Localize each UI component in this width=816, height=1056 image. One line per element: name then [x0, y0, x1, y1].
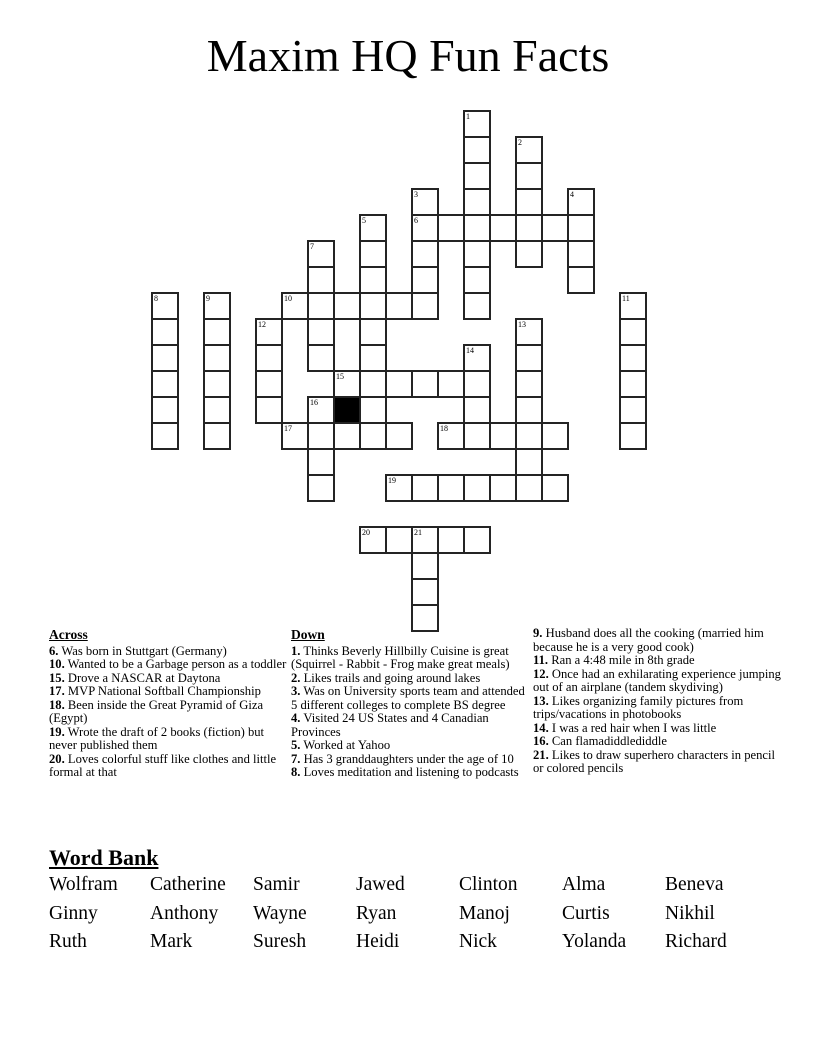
word-bank-name: Ginny: [49, 902, 98, 924]
word-bank-name: Alma: [562, 874, 606, 895]
crossword-cell[interactable]: [333, 292, 361, 320]
crossword-cell[interactable]: [359, 344, 387, 372]
clue-number: 17.: [49, 684, 65, 698]
crossword-cell[interactable]: [437, 474, 465, 502]
word-bank-header: Word Bank: [49, 845, 159, 870]
down-clue-list-continued: [533, 627, 783, 776]
crossword-cell[interactable]: [203, 370, 231, 398]
crossword-cell[interactable]: [255, 396, 283, 424]
cell-number: 11: [622, 294, 630, 303]
crossword-cell[interactable]: [203, 344, 231, 372]
crossword-cell[interactable]: [463, 214, 491, 242]
crossword-cell[interactable]: [151, 422, 179, 450]
crossword-cell[interactable]: [411, 240, 439, 268]
clue-across-17: 17. MVP National Softball Championship: [49, 684, 261, 698]
crossword-cell[interactable]: [411, 526, 439, 554]
cell-number: 8: [154, 294, 158, 303]
crossword-cell[interactable]: [619, 422, 647, 450]
crossword-cell[interactable]: [255, 318, 283, 346]
crossword-cell[interactable]: [307, 240, 335, 268]
down-clues-section: [291, 628, 532, 780]
word-bank-name: Nikhil: [665, 902, 715, 924]
clue-number: 18.: [49, 697, 65, 712]
clue-number: 21.: [533, 747, 549, 762]
cell-number: 3: [414, 190, 418, 199]
crossword-cell[interactable]: [463, 370, 491, 398]
clue-number: 12.: [533, 666, 549, 681]
crossword-cell[interactable]: [541, 474, 569, 502]
cell-number: 21: [414, 528, 422, 537]
crossword-cell[interactable]: [567, 214, 595, 242]
crossword-cell[interactable]: [463, 240, 491, 268]
crossword-cell[interactable]: [385, 422, 413, 450]
cell-number: 6: [414, 216, 418, 225]
crossword-cell[interactable]: [307, 474, 335, 502]
cell-number: 4: [570, 190, 574, 199]
word-bank-name: Ruth: [49, 931, 87, 953]
clue-down-1: 1. Thinks Beverly Hillbilly Cuisine is great (Squirrel - Rabbit - Frog make great meals): [291, 643, 510, 671]
crossword-cell[interactable]: [151, 318, 179, 346]
crossword-cell[interactable]: [411, 266, 439, 294]
word-bank-name: Heidi: [356, 931, 400, 953]
cell-number: 17: [284, 424, 292, 433]
crossword-cell[interactable]: [567, 188, 595, 216]
clue-down-4: 4. Visited 24 US States and 4 Canadian Provinces: [291, 711, 489, 739]
crossword-cell[interactable]: [463, 344, 491, 372]
word-bank-name: Wayne: [253, 902, 307, 924]
word-bank-name: Clinton: [459, 874, 518, 895]
clue-number: 3.: [291, 684, 301, 698]
crossword-cell[interactable]: [203, 292, 231, 320]
crossword-cell[interactable]: [151, 396, 179, 424]
word-bank-name: Beneva: [665, 874, 724, 895]
crossword-cell[interactable]: [515, 474, 543, 502]
down-clues-continued-section: [533, 627, 783, 776]
clue-down-16: 16. Can flamadiddlediddle: [533, 734, 667, 748]
crossword-cell[interactable]: [463, 266, 491, 294]
cell-number: 18: [440, 424, 448, 433]
crossword-cell[interactable]: [359, 214, 387, 242]
crossword-cell[interactable]: [385, 474, 413, 502]
clue-down-8: 8. Loves meditation and listening to podcasts: [291, 765, 519, 779]
cell-number: 10: [284, 294, 292, 303]
crossword-cell[interactable]: [515, 422, 543, 450]
cell-number: 2: [518, 138, 522, 147]
clue-number: 14.: [533, 720, 549, 735]
crossword-cell[interactable]: [489, 214, 517, 242]
cell-number: 14: [466, 346, 474, 355]
across-clues-section: [49, 628, 292, 780]
cell-number: 13: [518, 320, 526, 329]
word-bank-name: Samir: [253, 874, 300, 895]
word-bank-list: [49, 871, 775, 957]
across-clue-list: [49, 645, 292, 780]
crossword-cell[interactable]: [411, 474, 439, 502]
word-bank-name: Wolfram: [49, 874, 118, 895]
clue-number: 10.: [49, 657, 65, 671]
crossword-cell[interactable]: [619, 370, 647, 398]
word-bank-name: Mark: [150, 931, 193, 953]
crossword-cell[interactable]: [411, 214, 439, 242]
cell-number: 16: [310, 398, 318, 407]
crossword-cell[interactable]: [515, 188, 543, 216]
crossword-cell[interactable]: [463, 474, 491, 502]
page-title: Maxim HQ Fun Facts: [206, 30, 610, 81]
word-bank-name: Curtis: [562, 902, 610, 924]
crossword-cell[interactable]: [437, 526, 465, 554]
crossword-cell[interactable]: [359, 370, 387, 398]
crossword-cell[interactable]: [489, 422, 517, 450]
clue-number: 5.: [291, 738, 301, 752]
crossword-cell[interactable]: [333, 370, 361, 398]
clue-number: 4.: [291, 711, 301, 725]
clue-down-11: 11. Ran a 4:48 mile in 8th grade: [533, 653, 695, 667]
crossword-cell[interactable]: [619, 396, 647, 424]
crossword-cell[interactable]: [359, 526, 387, 554]
cell-number: 5: [362, 216, 366, 225]
clue-down-13: 13. Likes organizing family pictures from trips/vacations in photobooks: [533, 693, 744, 721]
crossword-cell[interactable]: [359, 240, 387, 268]
crossword-cell[interactable]: [307, 448, 335, 476]
clue-across-6: 6. Was born in Stuttgart (Germany): [49, 643, 227, 658]
cell-number: 1: [466, 112, 470, 121]
clue-across-10: 10. Wanted to be a Garbage person as a toddler: [49, 657, 287, 671]
crossword-cell[interactable]: [411, 188, 439, 216]
clue-number: 1.: [291, 643, 301, 658]
clue-down-7: 7. Has 3 granddaughters under the age of 10: [291, 751, 514, 766]
clue-down-3: 3. Was on University sports team and attended 5 different colleges to complete BS degree: [291, 684, 525, 712]
crossword-cell[interactable]: [567, 266, 595, 294]
crossword-cell[interactable]: [619, 344, 647, 372]
crossword-cell[interactable]: [515, 448, 543, 476]
crossword-cell[interactable]: [307, 318, 335, 346]
cell-number: 19: [388, 476, 396, 485]
crossword-cell[interactable]: [411, 370, 439, 398]
crossword-cell[interactable]: [385, 526, 413, 554]
crossword-cell[interactable]: [463, 188, 491, 216]
crossword-cell[interactable]: [463, 110, 491, 138]
crossword-cell[interactable]: [307, 266, 335, 294]
crossword-cell[interactable]: [203, 318, 231, 346]
crossword-cell[interactable]: [515, 344, 543, 372]
clue-number: 13.: [533, 693, 549, 708]
crossword-cell[interactable]: [359, 396, 387, 424]
down-clue-list: [291, 645, 532, 780]
crossword-cell[interactable]: [463, 136, 491, 164]
clue-down-5: 5. Worked at Yahoo: [291, 738, 391, 752]
crossword-cell[interactable]: [515, 162, 543, 190]
clue-number: 7.: [291, 751, 301, 766]
clue-down-2: 2. Likes trails and going around lakes: [291, 670, 481, 685]
clue-number: 20.: [49, 751, 65, 766]
crossword-cell[interactable]: [281, 292, 309, 320]
crossword-cell[interactable]: [619, 318, 647, 346]
clue-number: 19.: [49, 724, 65, 739]
crossword-cell[interactable]: [567, 240, 595, 268]
across-header: Across: [49, 627, 88, 642]
word-bank-name: Yolanda: [562, 931, 627, 953]
clue-across-19: 19. Wrote the draft of 2 books (fiction) but never published them: [49, 724, 265, 752]
blocked-cell: [333, 396, 361, 424]
crossword-cell[interactable]: [463, 422, 491, 450]
crossword-cell[interactable]: [411, 292, 439, 320]
clue-down-9: 9. Husband does all the cooking (married him because he is a very good cook): [533, 626, 764, 654]
crossword-cell[interactable]: [281, 422, 309, 450]
crossword-cell[interactable]: [411, 552, 439, 580]
crossword-cell[interactable]: [437, 214, 465, 242]
clue-number: 6.: [49, 643, 59, 658]
crossword-cell[interactable]: [307, 422, 335, 450]
clue-number: 8.: [291, 765, 301, 779]
crossword-cell[interactable]: [463, 396, 491, 424]
crossword-cell[interactable]: [515, 318, 543, 346]
cell-number: 20: [362, 528, 370, 537]
down-header: Down: [291, 627, 325, 642]
cell-number: 15: [336, 372, 344, 381]
cell-number: 9: [206, 294, 210, 303]
crossword-cell[interactable]: [359, 318, 387, 346]
cell-number: 12: [258, 320, 266, 329]
clue-number: 2.: [291, 670, 301, 685]
crossword-cell[interactable]: [203, 422, 231, 450]
crossword-cell[interactable]: [151, 344, 179, 372]
clue-number: 11.: [533, 653, 549, 667]
crossword-cell[interactable]: [307, 396, 335, 424]
crossword-cell[interactable]: [463, 526, 491, 554]
crossword-cell[interactable]: [359, 266, 387, 294]
word-bank-name: Anthony: [150, 902, 219, 924]
crossword-cell[interactable]: [411, 578, 439, 606]
crossword-cell[interactable]: [515, 240, 543, 268]
word-bank-name: Manoj: [459, 902, 510, 924]
clue-across-18: 18. Been inside the Great Pyramid of Giza (Egypt): [49, 697, 264, 725]
crossword-cell[interactable]: [541, 214, 569, 242]
word-bank-name: Richard: [665, 931, 727, 953]
crossword-grid: [151, 110, 648, 633]
crossword-cell[interactable]: [151, 370, 179, 398]
crossword-cell[interactable]: [515, 214, 543, 242]
clue-across-15: 15. Drove a NASCAR at Daytona: [49, 670, 221, 685]
clue-number: 16.: [533, 734, 549, 748]
crossword-cell[interactable]: [463, 292, 491, 320]
crossword-cell[interactable]: [463, 162, 491, 190]
crossword-cell[interactable]: [255, 344, 283, 372]
crossword-cell[interactable]: [437, 422, 465, 450]
word-bank-name: Catherine: [150, 874, 226, 895]
crossword-cell[interactable]: [333, 422, 361, 450]
crossword-cell[interactable]: [359, 422, 387, 450]
crossword-cell[interactable]: [515, 396, 543, 424]
crossword-cell[interactable]: [307, 344, 335, 372]
crossword-cell[interactable]: [307, 292, 335, 320]
clue-number: 9.: [533, 626, 543, 640]
crossword-cell[interactable]: [489, 474, 517, 502]
word-bank-name: Nick: [459, 931, 497, 953]
crossword-cell[interactable]: [359, 292, 387, 320]
cell-number: 7: [310, 242, 314, 251]
word-bank-name: Suresh: [253, 931, 307, 953]
crossword-cell[interactable]: [151, 292, 179, 320]
crossword-cell[interactable]: [515, 136, 543, 164]
clue-down-21: 21. Likes to draw superhero characters in pencil or colored pencils: [533, 747, 775, 775]
crossword-cell[interactable]: [255, 370, 283, 398]
crossword-cell[interactable]: [541, 422, 569, 450]
crossword-cell[interactable]: [385, 292, 413, 320]
clue-number: 15.: [49, 670, 65, 685]
clue-across-20: 20. Loves colorful stuff like clothes and little formal at that: [49, 751, 277, 779]
crossword-cell[interactable]: [385, 370, 413, 398]
crossword-cell[interactable]: [619, 292, 647, 320]
crossword-cell[interactable]: [515, 370, 543, 398]
crossword-cell[interactable]: [203, 396, 231, 424]
clue-down-14: 14. I was a red hair when I was little: [533, 720, 717, 735]
clue-down-12: 12. Once had an exhilarating experience jumping out of an airplane (tandem skydiving): [533, 666, 781, 694]
word-bank-name: Ryan: [356, 902, 397, 924]
word-bank-name: Jawed: [356, 874, 405, 895]
crossword-cell[interactable]: [437, 370, 465, 398]
